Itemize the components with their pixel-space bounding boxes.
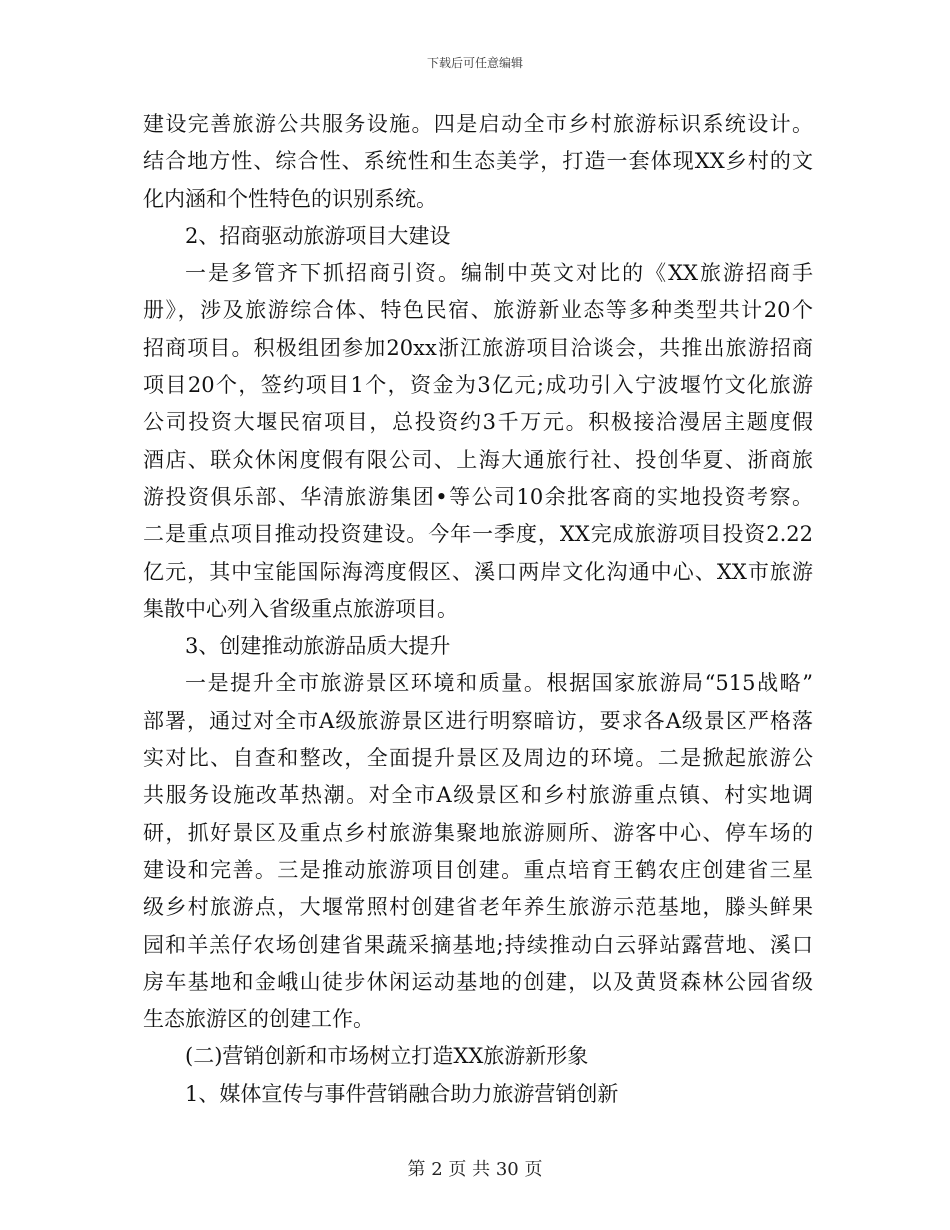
paragraph-line: 册》，涉及旅游综合体、特色民宿、旅游新业态等多种类型共计20个 [143,298,813,323]
paragraph-line: 集散中心列入省级重点旅游项目。 [143,596,458,621]
paragraph-line: 建设完善旅游公共服务设施。四是启动全市乡村旅游标识系统设计。 [143,112,813,136]
section-heading: 1、媒体宣传与事件营销融合助力旅游营销创新 [185,1081,619,1106]
paragraph-line: 招商项目。积极组团参加20xx浙江旅游项目洽谈会，共推出旅游招商 [143,335,813,360]
page-header: 下载后可任意编辑 [426,56,523,70]
paragraph-line: 结合地方性、综合性、系统性和生态美学，打造一套体现XX乡村的文 [143,149,813,174]
paragraph-line: 化内涵和个性特色的识别系统。 [143,186,437,211]
page-footer: 第 2 页 共 30 页 [407,1159,543,1180]
paragraph-line: 公司投资大堰民宿项目，总投资约3千万元。积极接洽漫居主题度假 [143,410,813,435]
paragraph-line: 项目20个，签约项目1个，资金为3亿元;成功引入宁波堰竹文化旅游 [143,373,813,398]
paragraph-line: 亿元，其中宝能国际海湾度假区、溪口两岸文化沟通中心、XX市旅游 [143,559,813,584]
paragraph-line: 一是提升全市旅游景区环境和质量。根据国家旅游局“515战略” [185,671,813,696]
paragraph-line: 生态旅游区的创建工作。 [143,1007,374,1032]
paragraph-line: 二是重点项目推动投资建设。今年一季度，XX完成旅游项目投资2.22 [143,522,813,547]
paragraph-line: 房车基地和金峨山徒步休闲运动基地的创建，以及黄贤森林公园省级 [143,969,813,994]
paragraph-line: 共服务设施改革热潮。对全市A级景区和乡村旅游重点镇、村实地调 [143,783,813,808]
paragraph-line: 游投资俱乐部、华清旅游集团•等公司10余批客商的实地投资考察。 [143,484,813,509]
document-body [143,106,813,1113]
paragraph-line: 园和羊羔仔农场创建省果蔬采摘基地;持续推动白云驿站露营地、溪口 [143,932,813,957]
paragraph-line: 研，抓好景区及重点乡村旅游集聚地旅游厕所、游客中心、停车场的 [143,820,813,845]
paragraph-line: 建设和完善。三是推动旅游项目创建。重点培育王鹤农庄创建省三星 [143,857,813,882]
section-heading: 3、创建推动旅游品质大提升 [185,634,451,659]
paragraph-line: 一是多管齐下抓招商引资。编制中英文对比的《XX旅游招商手 [185,261,813,286]
section-heading: 2、招商驱动旅游项目大建设 [185,223,451,248]
paragraph-line: 部署，通过对全市A级旅游景区进行明察暗访，要求各A级景区严格落 [143,708,813,733]
section-heading: (二)营销创新和市场树立打造XX旅游新形象 [185,1044,589,1069]
paragraph-line: 酒店、联众休闲度假有限公司、上海大通旅行社、投创华夏、浙商旅 [143,447,813,472]
paragraph-line: 级乡村旅游点，大堰常照村创建省老年养生旅游示范基地，滕头鲜果 [143,895,813,920]
paragraph-line: 实对比、自查和整改，全面提升景区及周边的环境。二是掀起旅游公 [143,746,813,771]
